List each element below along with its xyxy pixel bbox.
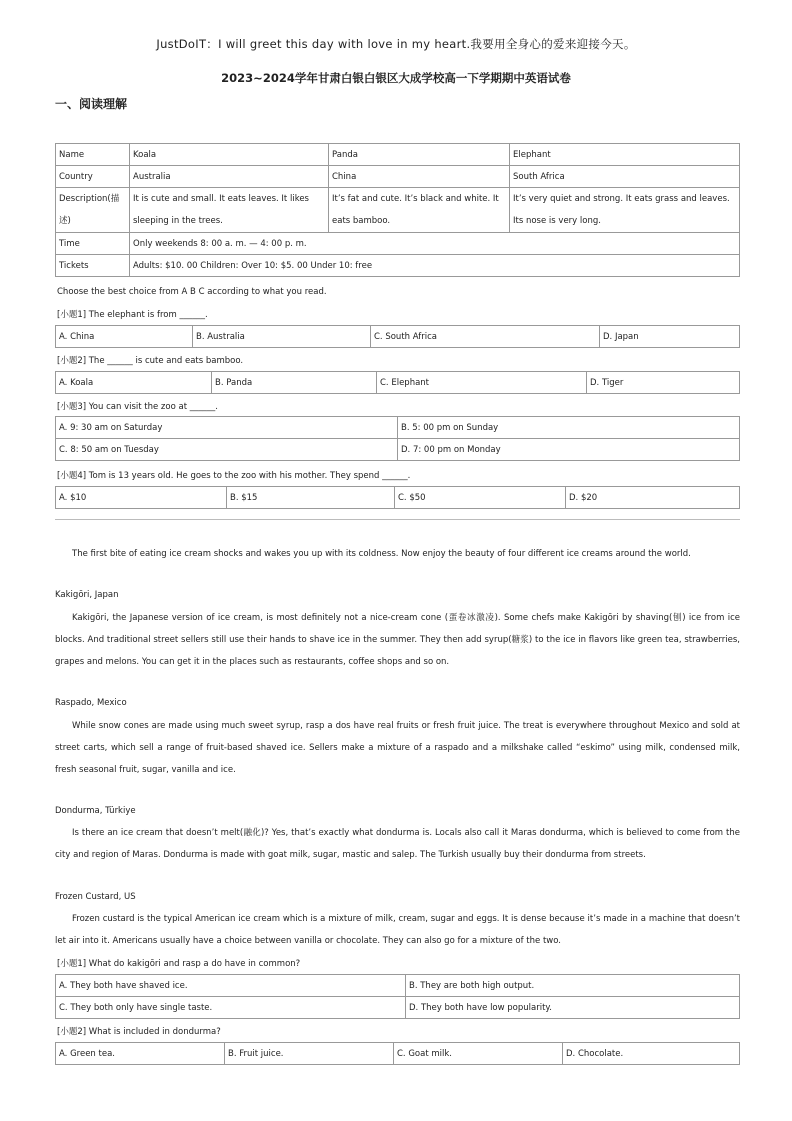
table-row (56, 233, 740, 255)
passage-heading: Kakigōri, Japan (55, 590, 119, 600)
option-d[interactable]: D. Japan (600, 326, 740, 348)
options-table (55, 1042, 740, 1065)
section-title: 一、阅读理解 (55, 97, 128, 111)
question-stem: [小题3] You can visit the zoo at ______. (57, 402, 218, 412)
motto-header: JustDoIT：I will greet this day with love in my heart.我要用全身心的爱来迎接今天。 (156, 37, 636, 51)
option-d[interactable]: D. They both have low popularity. (406, 997, 740, 1019)
table-cell: Panda (329, 144, 510, 166)
table-row (56, 144, 740, 166)
table-cell: It’s fat and cute. It’s black and white. It eats bamboo. (329, 188, 510, 233)
zoo-info-table (55, 143, 740, 277)
option-b[interactable]: B. $15 (227, 487, 395, 509)
table-row (56, 166, 740, 188)
option-c[interactable]: C. South Africa (371, 326, 600, 348)
options-table (55, 974, 740, 1019)
table-cell: It is cute and small. It eats leaves. It likes sleeping in the trees. (130, 188, 329, 233)
passage-paragraph: Is there an ice cream that doesn’t melt(融化)? Yes, that’s exactly what dondurma is. Locals also call it Maras dondurma, which is believed to come from the city and region of Maras. Dondurma is made with goat milk, sugar, mastic and salep. The Turkish usually buy their dondurma from streets. (55, 828, 740, 860)
option-c[interactable]: C. Elephant (377, 372, 587, 394)
question-stem: [小题4] Tom is 13 years old. He goes to the zoo with his mother. They spend ______. (57, 471, 411, 481)
options-table (55, 325, 740, 348)
table-cell: South Africa (510, 166, 740, 188)
divider (55, 519, 740, 520)
option-c[interactable]: C. 8: 50 am on Tuesday (56, 439, 398, 461)
option-d[interactable]: D. Chocolate. (563, 1043, 740, 1065)
passage-paragraph: While snow cones are made using much sweet syrup, rasp a dos have real fruits or fresh fruit juice. The treat is everywhere throughout Mexico and sold at street carts, which sell a range of fruit-based shaved ice. Sellers make a mixture of a raspado and a milkshake called “eskimo” using milk, condensed milk, fresh seasonal fruit, sugar, vanilla and ice. (55, 721, 740, 775)
option-a[interactable]: A. Green tea. (56, 1043, 225, 1065)
options-table (55, 416, 740, 461)
option-b[interactable]: B. 5: 00 pm on Sunday (398, 417, 740, 439)
table-cell: Description(描述) (56, 188, 130, 233)
passage-heading: Frozen Custard, US (55, 892, 136, 902)
option-b[interactable]: B. Fruit juice. (225, 1043, 394, 1065)
table-cell: Australia (130, 166, 329, 188)
question-stem: [小题1] The elephant is from ______. (57, 310, 208, 320)
table-cell: Elephant (510, 144, 740, 166)
table-cell: China (329, 166, 510, 188)
question-stem: [小题2] The ______ is cute and eats bamboo. (57, 356, 244, 366)
exam-title: 2023~2024学年甘肃白银白银区大成学校高一下学期期中英语试卷 (221, 71, 571, 85)
option-b[interactable]: B. Panda (212, 372, 377, 394)
option-c[interactable]: C. $50 (395, 487, 566, 509)
table-cell: It’s very quiet and strong. It eats grass and leaves. Its nose is very long. (510, 188, 740, 233)
option-b[interactable]: B. Australia (193, 326, 371, 348)
option-a[interactable]: A. $10 (56, 487, 227, 509)
option-c[interactable]: C. They both only have single taste. (56, 997, 406, 1019)
option-d[interactable]: D. $20 (566, 487, 740, 509)
option-d[interactable]: D. Tiger (587, 372, 740, 394)
options-table (55, 486, 740, 509)
options-table (55, 371, 740, 394)
passage-paragraph: Kakigōri, the Japanese version of ice cream, is most definitely not a nice-cream cone (蛋卷冰激凌). Some chefs make Kakigōri by shaving(刨) ice from ice blocks. And traditional street sellers still use their hands to shave ice in the summer. They then add syrup(糖浆) to the ice in flavors like green tea, strawberries, grapes and melons. You can get it in the places such as restaurants, coffee shops and so on. (55, 613, 740, 667)
table-cell: Adults: $10. 00 Children: Over 10: $5. 00 Under 10: free (130, 255, 740, 277)
table-cell: Tickets (56, 255, 130, 277)
table-row (56, 188, 740, 233)
passage-heading: Raspado, Mexico (55, 698, 127, 708)
option-c[interactable]: C. Goat milk. (394, 1043, 563, 1065)
option-a[interactable]: A. 9: 30 am on Saturday (56, 417, 398, 439)
question-stem: [小题2] What is included in dondurma? (57, 1027, 221, 1037)
table-cell: Time (56, 233, 130, 255)
option-a[interactable]: A. They both have shaved ice. (56, 975, 406, 997)
passage-intro: The first bite of eating ice cream shocks and wakes you up with its coldness. Now enjoy the beauty of four different ice creams around the world. (72, 549, 691, 559)
table-cell: Koala (130, 144, 329, 166)
question-stem: [小题1] What do kakigōri and rasp a do have in common? (57, 959, 301, 969)
option-b[interactable]: B. They are both high output. (406, 975, 740, 997)
table-cell: Name (56, 144, 130, 166)
instruction: Choose the best choice from A B C according to what you read. (57, 287, 327, 297)
option-a[interactable]: A. Koala (56, 372, 212, 394)
option-a[interactable]: A. China (56, 326, 193, 348)
passage-paragraph: Frozen custard is the typical American ice cream which is a mixture of milk, cream, sugar and eggs. It is dense because it’s made in a machine that doesn’t let air into it. Americans usually have a choice between vanilla or chocolate. They can also go for a mixture of the two. (55, 914, 740, 946)
table-cell: Country (56, 166, 130, 188)
passage-heading: Dondurma, Türkiye (55, 806, 136, 816)
table-cell: Only weekends 8: 00 a. m. — 4: 00 p. m. (130, 233, 740, 255)
table-row (56, 255, 740, 277)
option-d[interactable]: D. 7: 00 pm on Monday (398, 439, 740, 461)
